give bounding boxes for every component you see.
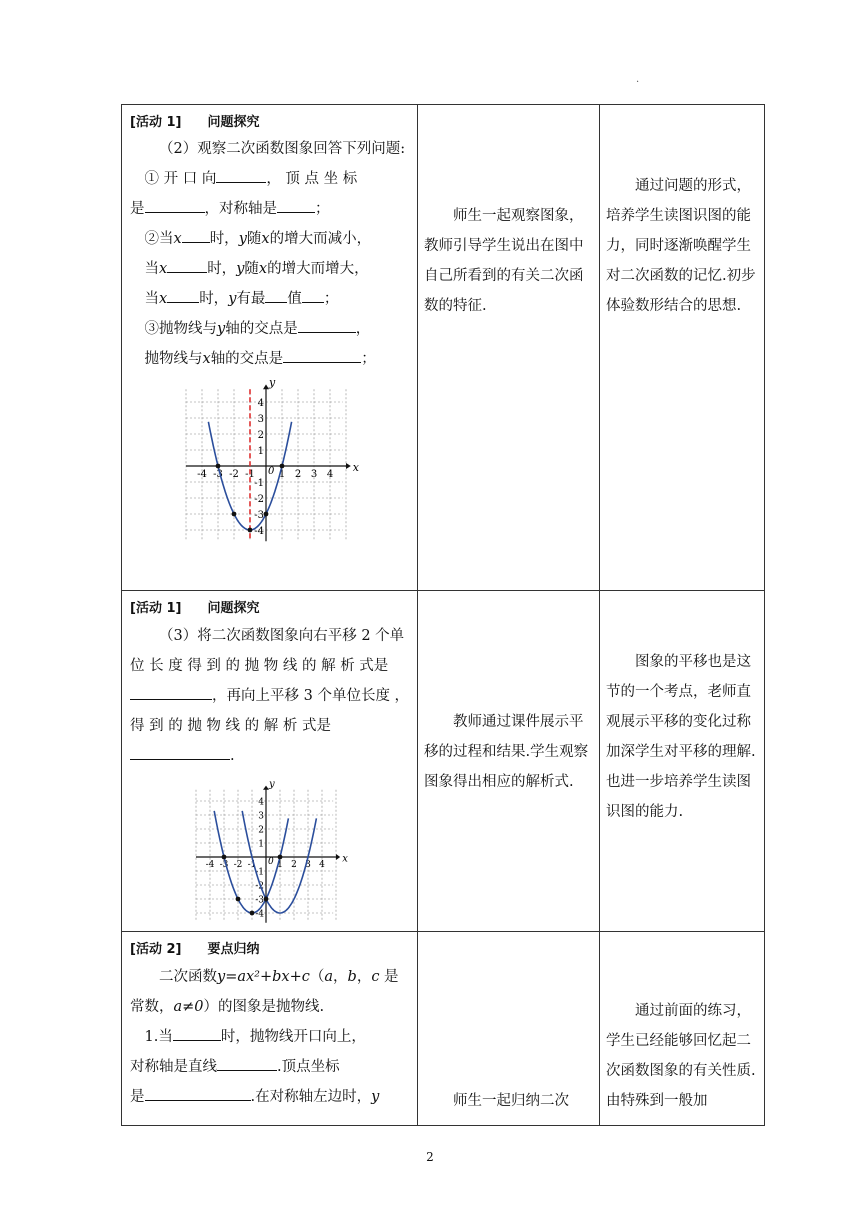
y-tick-label: -3 — [254, 510, 264, 521]
x-tick-label: -1 — [245, 469, 255, 480]
lesson-table — [121, 104, 765, 1126]
x-tick-label: 3 — [305, 860, 311, 870]
design-purpose-text: 通过前面的练习，学生已经能够回忆起二次函数图象的有关性质.由特殊到一般加 — [606, 1003, 756, 1109]
y-tick-label: -4 — [255, 909, 264, 920]
curve-point — [280, 464, 285, 469]
summary-line: 对称轴是直线 .顶点坐标 — [130, 1052, 411, 1082]
curve-point — [236, 897, 241, 902]
design-purpose-cell — [600, 591, 765, 932]
y-tick-label: 2 — [258, 825, 264, 836]
table-row — [122, 932, 765, 1126]
activity-cell — [122, 591, 418, 932]
y-tick-label: -1 — [255, 867, 264, 878]
y-tick-label: -2 — [255, 881, 264, 892]
question-line: 当x 时，y随x的增大而增大， — [130, 254, 411, 284]
x-tick-label: 2 — [291, 860, 297, 870]
curve-point — [264, 512, 269, 517]
x-tick-label: 4 — [319, 860, 325, 870]
y-tick-label: -4 — [254, 526, 264, 537]
y-tick-label: -3 — [255, 895, 264, 906]
design-purpose-text: 通过问题的形式，培养学生读图识图的能力，同时逐渐唤醒学生对二次函数的记忆.初步体验数形结合的思想. — [606, 178, 756, 314]
activity-title: 问题探究 — [207, 115, 260, 130]
x-tick-label: 3 — [310, 469, 318, 480]
design-purpose-text: 图象的平移也是这节的一个考点，老师直观展示平移的变化过称加深学生对平移的理解.也进一步培养学生读图识图的能力. — [606, 654, 756, 820]
activity-header — [130, 111, 411, 135]
activity-tag: [活动 2] — [130, 942, 182, 957]
table-row — [122, 105, 765, 591]
x-tick-label: -2 — [229, 469, 239, 480]
x-tick-label: -3 — [219, 860, 229, 870]
x-axis-label: x — [352, 461, 360, 474]
x-tick-label: -3 — [213, 469, 223, 480]
curve-point — [232, 512, 237, 517]
activity-cell — [122, 932, 418, 1126]
x-tick-label: -1 — [247, 860, 257, 870]
curve-point — [250, 911, 255, 916]
x-axis-arrow — [346, 463, 351, 469]
activity-title: 要点归纳 — [207, 942, 260, 957]
activity-tag: [活动 1] — [130, 115, 182, 130]
x-tick-label: -4 — [205, 860, 215, 870]
y-tick-label: 1 — [258, 839, 264, 850]
translated-parabola-graph — [198, 777, 348, 927]
y-tick-label: 3 — [258, 811, 264, 822]
y-tick-label: 4 — [258, 797, 264, 808]
table-row — [122, 591, 765, 932]
activity-tag: [活动 1] — [130, 601, 182, 616]
question-intro: （2）观察二次函数图象回答下列问题: — [159, 141, 406, 157]
teacher-activity-text: 师生一起归纳二次 — [453, 1093, 569, 1109]
curve-point — [264, 897, 269, 902]
y-axis-label: y — [269, 376, 276, 389]
curve-point — [216, 464, 221, 469]
y-tick-label: 1 — [257, 446, 264, 457]
x-tick-label: 4 — [326, 469, 334, 480]
question-line: 抛物线与x轴的交点是 ； — [130, 344, 411, 374]
curve-point — [248, 528, 253, 533]
question-text: （3）将二次函数图象向右平移 2 个单 位 长 度 得 到 的 抛 物 线 的 解 析 式是，再向上平移 3 个单位长度 ， 得 到 的 抛 物 线 的 解 析 式是. — [130, 628, 410, 764]
design-purpose-cell — [600, 932, 765, 1126]
question-line: ① 开 口 向 ， 顶 点 坐 标 — [130, 164, 411, 194]
x-axis-arrow — [336, 854, 340, 860]
teacher-activity-text: 师生一起观察图象，教师引导学生说出在图中自己所看到的有关二次函数的特征. — [424, 208, 584, 314]
page-dot: . — [636, 74, 640, 85]
y-axis-label: y — [269, 779, 275, 790]
y-tick-label: 3 — [257, 414, 264, 425]
x-tick-label: -2 — [233, 860, 243, 870]
origin-label: 0 — [268, 466, 275, 477]
y-tick-label: 4 — [257, 398, 264, 409]
question-line: ③抛物线与y轴的交点是 ， — [130, 314, 411, 344]
x-tick-label: 1 — [278, 469, 286, 480]
question-line: 是 ，对称轴是 ； — [130, 194, 411, 224]
question-line: ②当x 时，y随x的增大而减小， — [130, 224, 411, 254]
x-axis-label: x — [342, 853, 348, 865]
origin-label: 0 — [268, 857, 274, 867]
y-tick-label: -2 — [254, 494, 264, 505]
x-tick-label: 2 — [294, 469, 302, 480]
x-tick-label: 1 — [277, 860, 283, 870]
teacher-activity-cell — [418, 591, 600, 932]
activity-header — [130, 938, 411, 962]
x-tick-label: -4 — [197, 469, 207, 480]
summary-line: 是 .在对称轴左边时，y — [130, 1082, 411, 1112]
design-purpose-cell — [600, 105, 765, 591]
curve-point — [222, 855, 227, 860]
question-line: 当x 时，y有最 值 ； — [130, 284, 411, 314]
y-tick-label: 2 — [257, 430, 264, 441]
activity-title: 问题探究 — [207, 601, 260, 616]
activity-cell — [122, 105, 418, 591]
summary-text: 二次函数y=ax²+bx+c（a，b，c 是常数，a≠0）的图象是抛物线. — [130, 969, 399, 1015]
teacher-activity-text: 教师通过课件展示平移的过程和结果.学生观察图象得出相应的解析式. — [424, 714, 589, 790]
activity-header — [130, 597, 411, 621]
teacher-activity-cell — [418, 932, 600, 1126]
y-tick-label: -1 — [254, 478, 264, 489]
summary-line: 1.当 时，抛物线开口向上， — [130, 1022, 411, 1052]
page-number: 2 — [426, 1150, 434, 1164]
curve-point — [278, 855, 283, 860]
teacher-activity-cell — [418, 105, 600, 591]
parabola-graph — [186, 376, 360, 544]
